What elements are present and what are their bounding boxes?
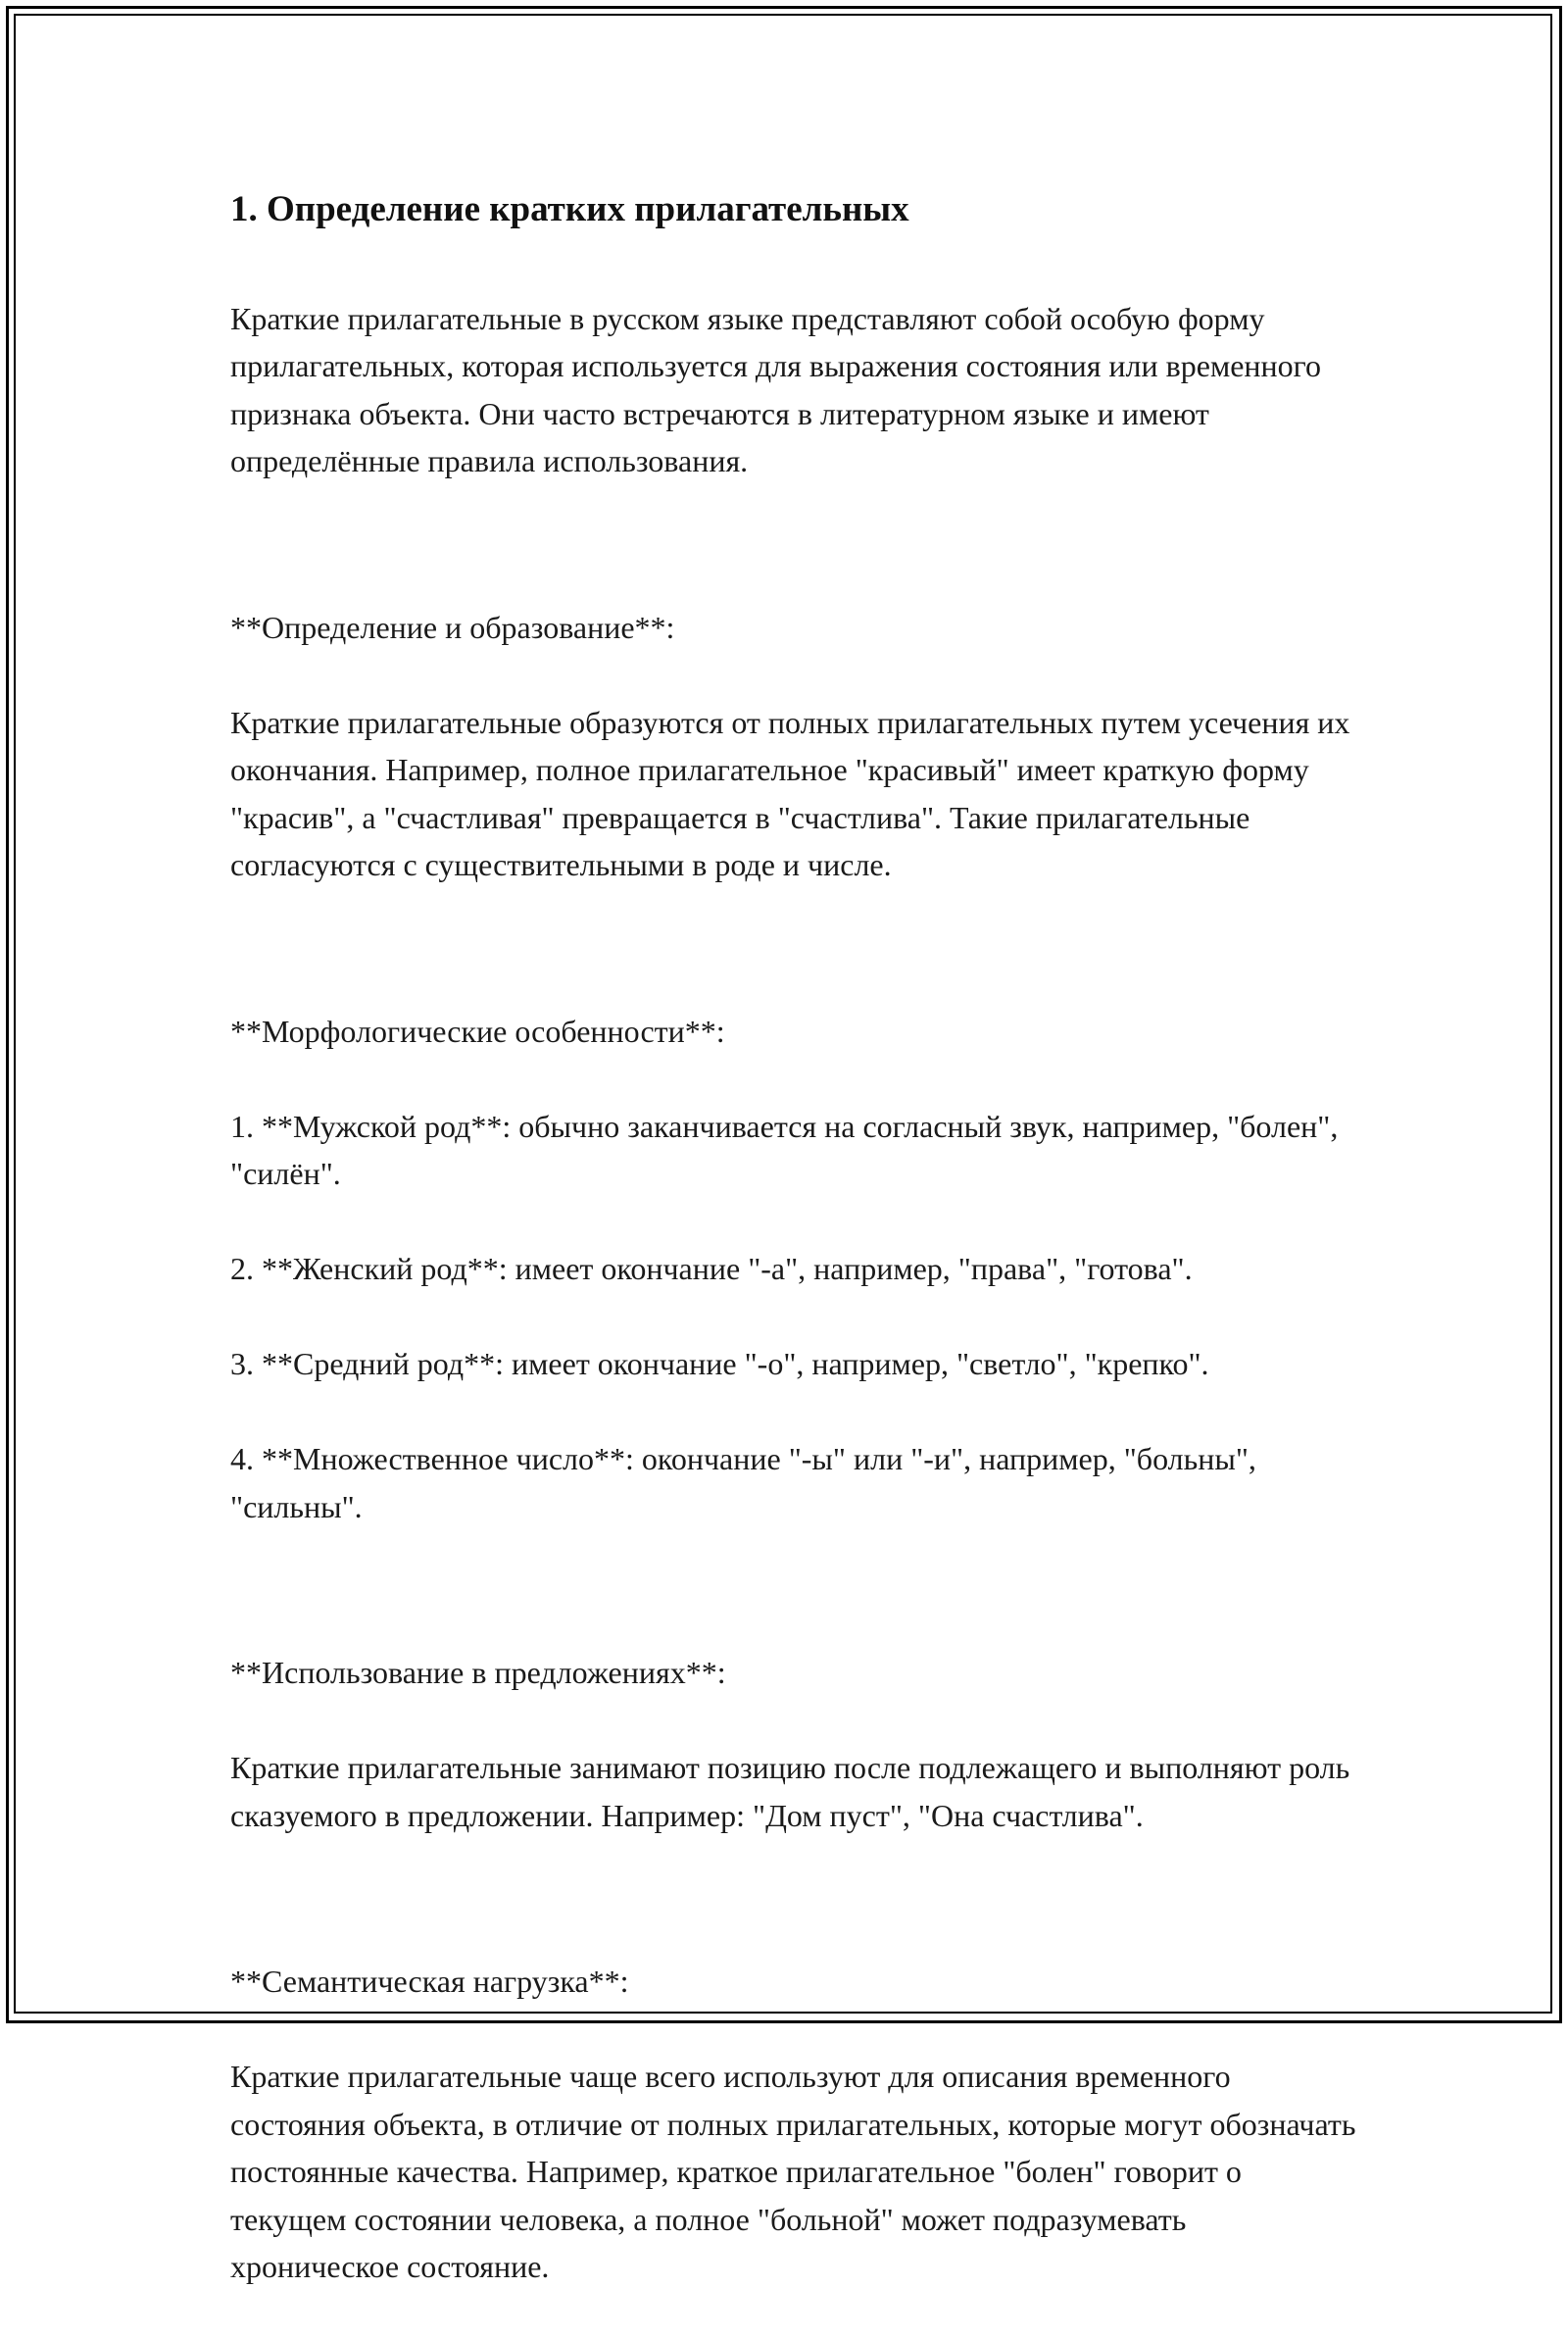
intro-text: Краткие прилагательные в русском языке представляют собой особую форму прилагательных, которая используется для выражения состояния или временного признака объекта. Они часто встречаются в литературном языке и имеют определённые правила использования. <box>230 295 1357 485</box>
section-label: **Использование в предложениях**: <box>230 1649 1357 1697</box>
section-text: Краткие прилагательные образуются от полных прилагательных путем усечения их окончания. Например, полное прилагательное "красивый" имеет краткую форму "красив", а "счастливая" превращается в "счастлива". Такие прилагательные согласуются с существительными в роде и числе. <box>230 699 1357 889</box>
section-semantics <box>230 1911 1357 2338</box>
list-item: 2. **Женский род**: имеет окончание "-а", например, "права", "готова". <box>230 1245 1357 1293</box>
section-usage <box>230 1602 1357 1887</box>
section-text: Краткие прилагательные занимают позицию после подлежащего и выполняют роль сказуемого в предложении. Например: "Дом пуст", "Она счастлива". <box>230 1744 1357 1839</box>
section-label: **Семантическая нагрузка**: <box>230 1958 1357 2006</box>
section-heading: 1. Определение кратких прилагательных <box>230 184 1357 235</box>
intro-paragraph <box>230 247 1357 532</box>
section-morphology <box>230 960 1357 1578</box>
list-item: 4. **Множественное число**: окончание "-ы" или "-и", например, "больны", "сильны". <box>230 1435 1357 1530</box>
list-item: 3. **Средний род**: имеет окончание "-о", например, "светло", "крепко". <box>230 1340 1357 1388</box>
section-label: **Морфологические особенности**: <box>230 1008 1357 1056</box>
section-text: Краткие прилагательные чаще всего используют для описания временного состояния объекта, в отличие от полных прилагательных, которые могут обозначать постоянные качества. Например, краткое прилагательное "болен" говорит о текущем состоянии человека, а полное "больной" может подразумевать хроническое состояние. <box>230 2053 1357 2291</box>
section-label: **Определение и образование**: <box>230 604 1357 652</box>
list-item: 1. **Мужской род**: обычно заканчивается на согласный звук, например, "болен", "силён". <box>230 1103 1357 1198</box>
section-formation <box>230 556 1357 936</box>
document-content <box>230 184 1357 2338</box>
